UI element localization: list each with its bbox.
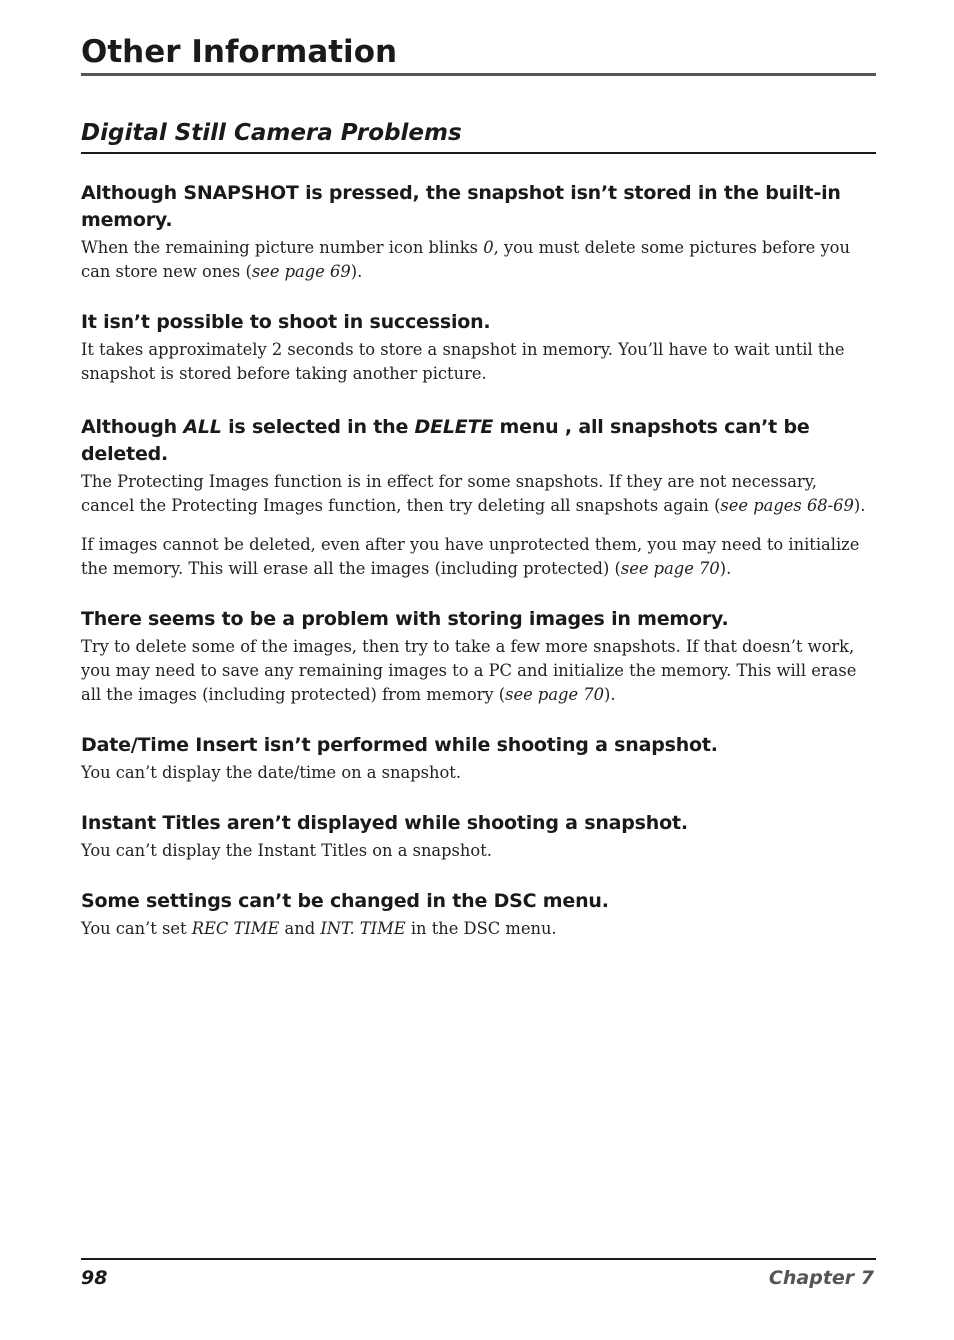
page-title: Other Information bbox=[81, 34, 398, 70]
problem-item bbox=[81, 414, 867, 581]
problem-item bbox=[81, 180, 867, 284]
problem-heading: Instant Titles aren’t displayed while shooting a snapshot. bbox=[81, 812, 688, 834]
problem-heading: Although SNAPSHOT is pressed, the snapshot isn’t stored in the built-in memory. bbox=[81, 182, 841, 231]
problem-item bbox=[81, 309, 867, 386]
section-divider bbox=[81, 152, 876, 154]
problem-heading: Date/Time Insert isn’t performed while shooting a snapshot. bbox=[81, 734, 718, 756]
problem-item bbox=[81, 606, 867, 707]
problem-heading: It isn’t possible to shoot in succession. bbox=[81, 311, 491, 333]
problem-heading: Some settings can’t be changed in the DSC menu. bbox=[81, 890, 609, 912]
title-divider bbox=[81, 73, 876, 76]
problem-heading: Although ALL is selected in the DELETE menu , all snapshots can’t be deleted. bbox=[81, 416, 810, 465]
problem-item bbox=[81, 888, 867, 941]
problem-solution: When the remaining picture number icon blinks 0, you must delete some pictures before you can store new ones (see page 69). bbox=[81, 238, 850, 281]
section-title: Digital Still Camera Problems bbox=[81, 120, 462, 146]
problem-item bbox=[81, 732, 867, 785]
problem-solution: Try to delete some of the images, then try to take a few more snapshots. If that doesn’t work, you may need to save any remaining images to a PC and initialize the memory. This will erase all the images (including protected) from memory (see page 70). bbox=[81, 637, 857, 704]
problem-solution: You can’t set REC TIME and INT. TIME in the DSC menu. bbox=[81, 919, 557, 938]
footer-divider bbox=[81, 1258, 876, 1260]
problem-solution: It takes approximately 2 seconds to store a snapshot in memory. You’ll have to wait until the snapshot is stored before taking another picture. bbox=[81, 340, 845, 383]
troubleshooting-list bbox=[81, 180, 867, 941]
problem-heading: There seems to be a problem with storing images in memory. bbox=[81, 608, 729, 630]
problem-solution: You can’t display the Instant Titles on a snapshot. bbox=[81, 841, 492, 860]
chapter-label: Chapter 7 bbox=[768, 1267, 874, 1289]
problem-solution-extra: If images cannot be deleted, even after you have unprotected them, you may need to initialize the memory. This will erase all the images (including protected) (see page 70). bbox=[81, 535, 860, 578]
problem-solution: The Protecting Images function is in effect for some snapshots. If they are not necessary, cancel the Protecting Images function, then try deleting all snapshots again (see pages 68-69). bbox=[81, 472, 866, 515]
page-number: 98 bbox=[81, 1267, 108, 1289]
problem-item bbox=[81, 810, 867, 863]
problem-solution: You can’t display the date/time on a snapshot. bbox=[81, 763, 462, 782]
